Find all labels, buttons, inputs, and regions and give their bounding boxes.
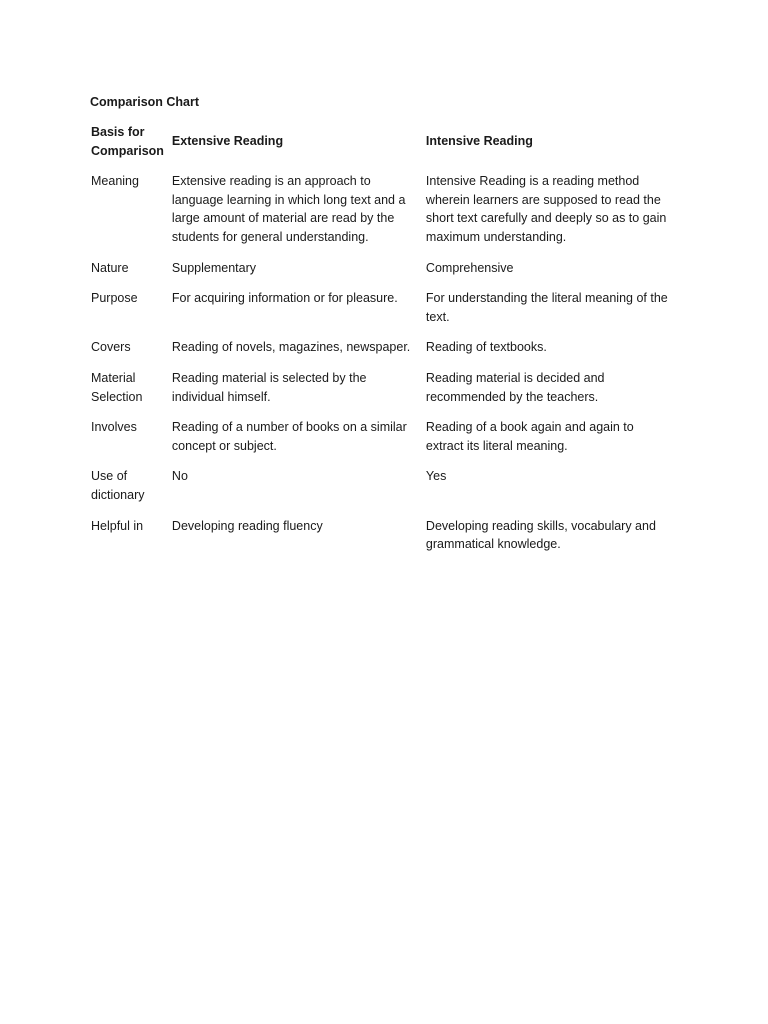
- row-basis: Covers: [91, 340, 131, 355]
- row-intensive: Comprehensive: [425, 260, 514, 275]
- row-extensive: Reading of novels, magazines, newspaper.: [171, 340, 411, 355]
- header-extensive: Extensive Reading: [171, 134, 284, 149]
- table-header-row: [87, 120, 676, 172]
- row-extensive: For acquiring information or for pleasure.: [171, 291, 398, 306]
- row-extensive: Reading of a number of books on a similar concept or subject.: [171, 420, 407, 453]
- row-extensive: Developing reading fluency: [171, 518, 323, 533]
- row-intensive: Reading of a book again and again to extract its literal meaning.: [425, 420, 634, 453]
- row-intensive: For understanding the literal meaning of the text.: [425, 291, 668, 324]
- row-basis: Use of dictionary: [91, 469, 145, 502]
- header-basis: Basis for Comparison: [91, 125, 164, 158]
- row-basis: Nature: [91, 260, 129, 275]
- row-basis: Involves: [91, 420, 137, 435]
- row-basis: Purpose: [91, 291, 138, 306]
- table-row: [87, 289, 676, 338]
- table-row: [87, 259, 676, 290]
- row-basis: Material Selection: [91, 370, 143, 404]
- table-row: [87, 369, 676, 418]
- table-row: [87, 172, 676, 258]
- table-row: [87, 418, 676, 467]
- table-row: [87, 467, 676, 516]
- row-intensive: Developing reading skills, vocabulary and grammatical knowledge.: [425, 518, 656, 552]
- row-intensive: Reading of textbooks.: [425, 340, 547, 355]
- row-intensive: Reading material is decided and recommended by the teachers.: [425, 370, 605, 404]
- row-extensive: Extensive reading is an approach to language learning in which long text and a large amount of material are read by the students for general understanding.: [171, 174, 406, 244]
- row-intensive: Yes: [425, 469, 447, 484]
- row-intensive: Intensive Reading is a reading method wherein learners are supposed to read the short text carefully and deeply so as to gain maximum understanding.: [425, 174, 667, 244]
- table-row: [87, 517, 676, 566]
- comparison-table: [87, 120, 676, 566]
- row-extensive: Supplementary: [171, 260, 256, 275]
- header-intensive: Intensive Reading: [425, 134, 533, 149]
- row-extensive: No: [171, 469, 188, 484]
- row-basis: Helpful in: [91, 518, 144, 533]
- page-title: Comparison Chart: [90, 95, 200, 109]
- table-row: [87, 338, 676, 369]
- row-extensive: Reading material is selected by the individual himself.: [171, 370, 367, 404]
- row-basis: Meaning: [91, 174, 139, 189]
